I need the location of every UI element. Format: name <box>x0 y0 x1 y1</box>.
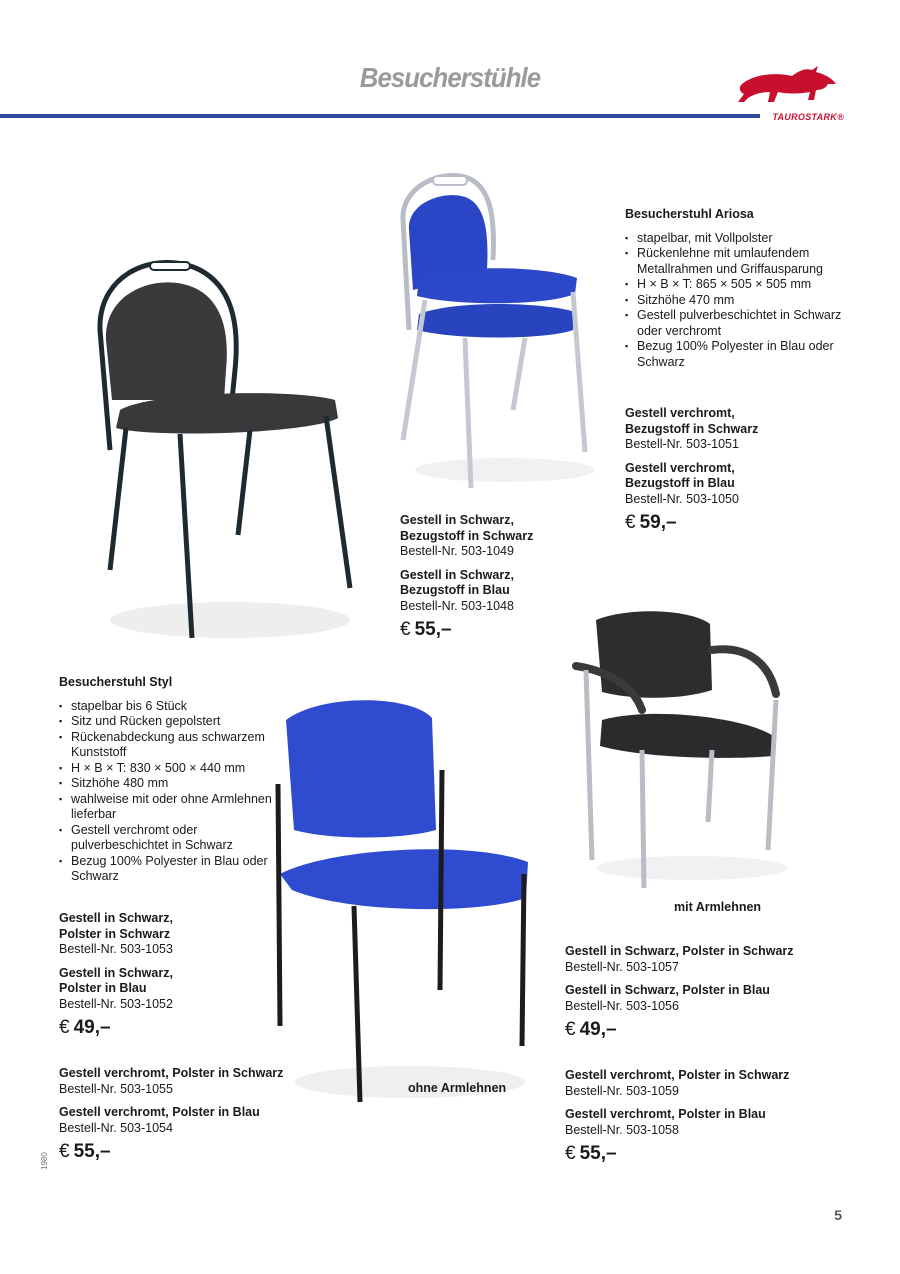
variant-description: Gestell verchromt, Polster in Schwarz <box>59 1066 284 1080</box>
price <box>625 512 855 533</box>
order-number: Bestell-Nr. 503-1054 <box>59 1120 173 1135</box>
variant-fabric: Bezugstoff in Blau <box>400 583 510 597</box>
price-value: 49,– <box>579 1019 617 1040</box>
variant <box>59 966 279 1013</box>
price-value: 55,– <box>579 1143 617 1164</box>
styl-description <box>59 675 279 885</box>
variant <box>625 461 855 508</box>
variant <box>59 1105 319 1136</box>
ariosa-black-chair-image <box>90 250 360 650</box>
ariosa-title: Besucherstuhl Ariosa <box>625 207 754 221</box>
variant-fabric: Polster in Blau <box>59 981 147 995</box>
variant <box>565 983 825 1014</box>
variant-description: Gestell in Schwarz, Polster in Blau <box>565 983 770 997</box>
logo-wordmark: TAUROSTARK® <box>772 112 844 122</box>
variant-description: Gestell verchromt, Polster in Blau <box>565 1107 766 1121</box>
styl-no-arms-black-variants <box>59 911 279 1036</box>
price-value: 55,– <box>73 1141 111 1162</box>
variant-description: Gestell verchromt, Polster in Blau <box>59 1105 260 1119</box>
variant-frame: Gestell in Schwarz, <box>400 567 514 582</box>
styl-no-arms-chrome-variants <box>59 1066 319 1160</box>
variant-fabric: Bezugstoff in Schwarz <box>400 528 534 543</box>
variant <box>625 406 855 453</box>
spec-item: ▪ wahlweise mit oder ohne Armlehnen lieferbar <box>59 792 279 823</box>
price-value: 59,– <box>639 512 677 533</box>
caption-without-armrests: ohne Armlehnen <box>408 1081 507 1095</box>
order-number: Bestell-Nr. 503-1052 <box>59 996 173 1011</box>
order-number: Bestell-Nr. 503-1057 <box>565 959 679 974</box>
bull-icon <box>734 62 839 106</box>
price <box>565 1019 825 1040</box>
price-value: 49,– <box>73 1017 111 1038</box>
price <box>59 1017 279 1038</box>
order-number: Bestell-Nr. 503-1053 <box>59 942 173 956</box>
caption-with-armrests: mit Armlehnen <box>674 900 762 914</box>
spec-item: ▪ Rückenlehne mit umlaufendem Metallrahmen und Griffausparung <box>625 246 855 277</box>
spec-item: ▪ Sitzhöhe 480 mm <box>59 776 279 792</box>
order-number: Bestell-Nr. 503-1051 <box>625 437 739 451</box>
order-number: Bestell-Nr. 503-1058 <box>565 1122 679 1137</box>
styl-arms-black-variants <box>565 944 825 1038</box>
ariosa-spec-list <box>625 231 855 371</box>
ariosa-blue-stacked-chairs-image <box>395 170 595 490</box>
euro-symbol: € <box>400 619 411 640</box>
variant-fabric: Bezugstoff in Blau <box>625 476 735 490</box>
variant-description: Gestell in Schwarz, Polster in Schwarz <box>565 944 794 958</box>
spec-item: ▪ Gestell pulverbeschichtet in Schwarz oder verchromt <box>625 308 855 339</box>
spec-item: ▪ Gestell verchromt oder pulverbeschichtet in Schwarz <box>59 823 279 854</box>
order-number: Bestell-Nr. 503-1049 <box>400 544 514 558</box>
variant <box>400 568 600 615</box>
ariosa-description <box>625 207 855 370</box>
page-title: Besucherstühle <box>359 62 541 93</box>
order-number: Bestell-Nr. 503-1056 <box>565 998 679 1013</box>
price-value: 55,– <box>414 619 452 640</box>
spec-item: ▪ Sitz und Rücken gepolstert <box>59 714 279 730</box>
variant <box>400 513 600 560</box>
euro-symbol: € <box>625 512 636 533</box>
variant-fabric: Bezugstoff in Schwarz <box>625 421 759 436</box>
variant-description: Gestell verchromt, Polster in Schwarz <box>565 1068 790 1082</box>
page-number: 5 <box>834 1207 842 1223</box>
spec-item: ▪ Rückenabdeckung aus schwarzem Kunststoff <box>59 730 279 761</box>
styl-spec-list <box>59 699 279 885</box>
header-rule <box>0 114 760 119</box>
order-number: Bestell-Nr. 503-1048 <box>400 598 514 613</box>
variant <box>565 944 825 975</box>
spec-item: ▪ Bezug 100% Polyester in Blau oder Schwarz <box>625 339 855 370</box>
variant-frame: Gestell in Schwarz, <box>59 911 173 925</box>
variant <box>565 1107 825 1138</box>
euro-symbol: € <box>565 1019 576 1040</box>
price <box>59 1141 319 1162</box>
side-code: 1980 <box>40 1152 49 1170</box>
euro-symbol: € <box>59 1017 70 1038</box>
variant-frame: Gestell verchromt, <box>625 460 735 475</box>
taurostark-logo <box>732 62 844 122</box>
order-number: Bestell-Nr. 503-1050 <box>625 491 739 506</box>
spec-item: ▪ H × B × T: 865 × 505 × 505 mm <box>625 277 855 293</box>
spec-item: ▪ stapelbar bis 6 Stück <box>59 699 279 715</box>
variant-frame: Gestell in Schwarz, <box>59 965 173 980</box>
spec-item: ▪ Sitzhöhe 470 mm <box>625 293 855 309</box>
spec-item: ▪ stapelbar, mit Vollpolster <box>625 231 855 247</box>
ariosa-black-variants <box>400 513 600 638</box>
styl-title: Besucherstuhl Styl <box>59 675 173 689</box>
variant <box>59 1066 319 1097</box>
order-number: Bestell-Nr. 503-1055 <box>59 1081 173 1096</box>
styl-armchair-image <box>572 610 792 890</box>
variant-frame: Gestell verchromt, <box>625 406 735 420</box>
euro-symbol: € <box>565 1143 576 1164</box>
euro-symbol: € <box>59 1141 70 1162</box>
spec-item: ▪ Bezug 100% Polyester in Blau oder Schwarz <box>59 854 279 885</box>
variant <box>59 911 279 958</box>
variant <box>565 1068 825 1099</box>
styl-arms-chrome-variants <box>565 1068 825 1162</box>
price <box>565 1143 825 1164</box>
ariosa-chrome-variants <box>625 406 855 531</box>
variant-frame: Gestell in Schwarz, <box>400 513 514 527</box>
spec-item: ▪ H × B × T: 830 × 500 × 440 mm <box>59 761 279 777</box>
variant-fabric: Polster in Schwarz <box>59 926 171 941</box>
price <box>400 619 600 640</box>
order-number: Bestell-Nr. 503-1059 <box>565 1083 679 1098</box>
styl-blue-chair-image <box>270 690 540 1110</box>
